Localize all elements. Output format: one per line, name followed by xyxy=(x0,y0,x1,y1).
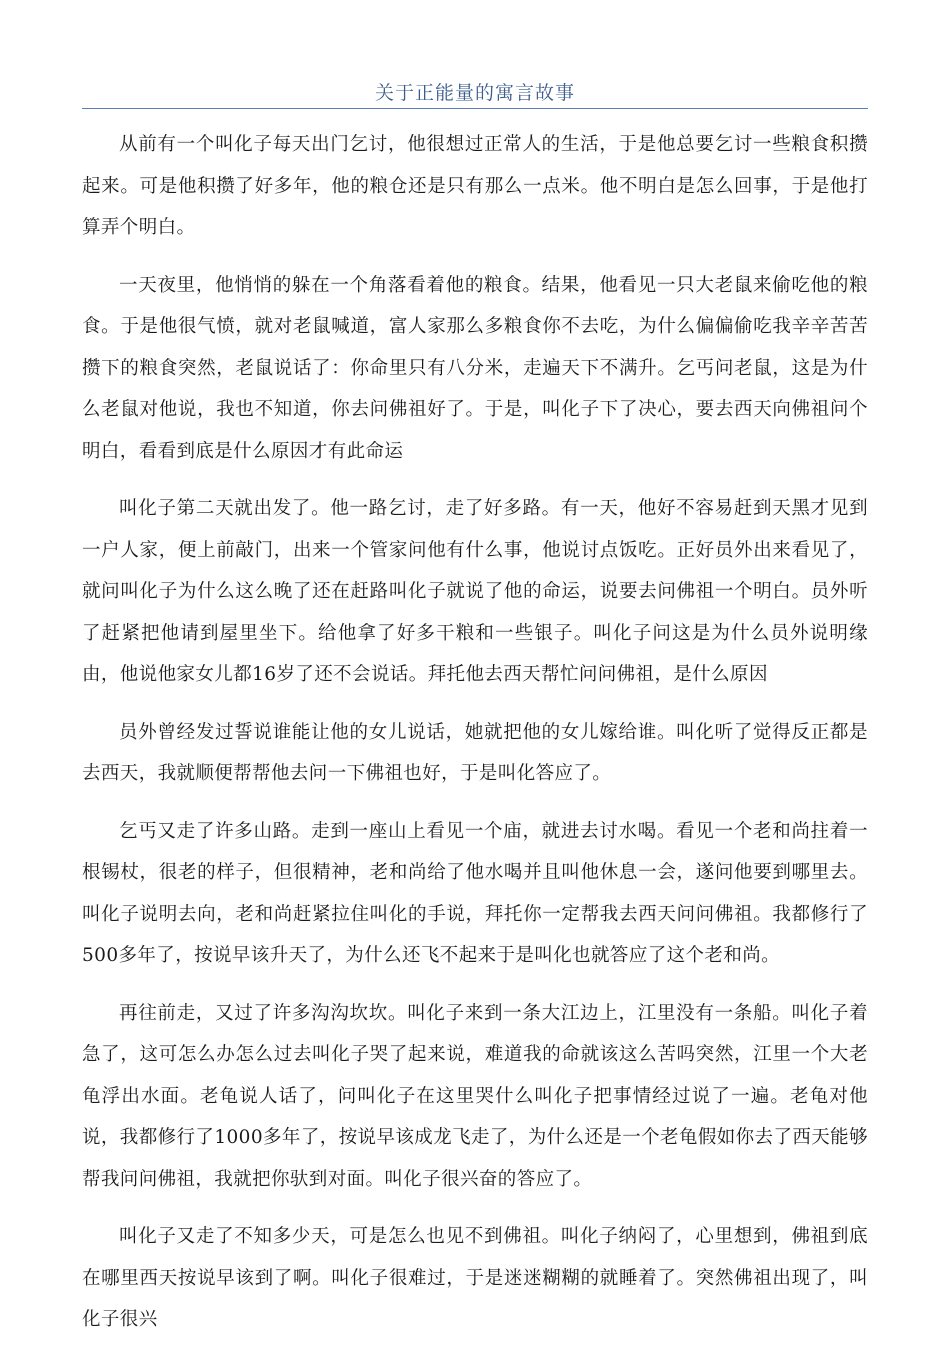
document-body xyxy=(82,124,868,1357)
paragraph: 员外曾经发过誓说谁能让他的女儿说话，她就把他的女儿嫁给谁。叫化听了觉得反正都是去西天，我就顺便帮帮他去问一下佛祖也好，于是叫化答应了。 xyxy=(82,721,868,784)
paragraph: 再往前走，又过了许多沟沟坎坎。叫化子来到一条大江边上，江里没有一条船。叫化子着急了，这可怎么办怎么过去叫化子哭了起来说，难道我的命就该这么苦吗突然，江里一个大老龟浮出水面。老龟说人话了，问叫化子在这里哭什么叫化子把事情经过说了一遍。老龟对他说，我都修行了1000多年了，按说早该成龙飞走了，为什么还是一个老龟假如你去了西天能够帮我问问佛祖，我就把你驮到对面。叫化子很兴奋的答应了。 xyxy=(82,1002,868,1190)
paragraph: 叫化子第二天就出发了。他一路乞讨，走了好多路。有一天，他好不容易赶到天黑才见到一户人家，便上前敲门，出来一个管家问他有什么事，他说讨点饭吃。正好员外出来看见了，就问叫化子为什么这么晚了还在赶路叫化子就说了他的命运，说要去问佛祖一个明白。员外听了赶紧把他请到屋里坐下。给他拿了好多干粮和一些银子。叫化子问这是为什么员外说明缘由，他说他家女儿都16岁了还不会说话。拜托他去西天帮忙问问佛祖，是什么原因 xyxy=(82,498,868,685)
paragraph: 从前有一个叫化子每天出门乞讨，他很想过正常人的生活，于是他总要乞讨一些粮食积攒起来。可是他积攒了好多年，他的粮仓还是只有那么一点米。他不明白是怎么回事，于是他打算弄个明白。 xyxy=(82,134,868,238)
document-title: 关于正能量的寓言故事 xyxy=(374,82,575,104)
page-header xyxy=(82,78,868,109)
paragraph: 叫化子又走了不知多少天，可是怎么也见不到佛祖。叫化子纳闷了，心里想到，佛祖到底在哪里西天按说早该到了啊。叫化子很难过，于是迷迷糊糊的就睡着了。突然佛祖出现了，叫化子很兴 xyxy=(82,1226,868,1330)
paragraph: 乞丐又走了许多山路。走到一座山上看见一个庙，就进去讨水喝。看见一个老和尚拄着一根锡杖，很老的样子，但很精神，老和尚给了他水喝并且叫他休息一会，遂问他要到哪里去。叫化子说明去向，老和尚赶紧拉住叫化的手说，拜托你一定帮我去西天问问佛祖。我都修行了500多年了，按说早该升天了，为什么还飞不起来于是叫化也就答应了这个老和尚。 xyxy=(82,820,868,966)
paragraph: 一天夜里，他悄悄的躲在一个角落看着他的粮食。结果，他看见一只大老鼠来偷吃他的粮食。于是他很气愤，就对老鼠喊道，富人家那么多粮食你不去吃，为什么偏偏偷吃我辛辛苦苦攒下的粮食突然，老鼠说话了：你命里只有八分米，走遍天下不满升。乞丐问老鼠，这是为什么老鼠对他说，我也不知道，你去问佛祖好了。于是，叫化子下了决心，要去西天向佛祖问个明白，看看到底是什么原因才有此命运 xyxy=(82,274,868,462)
